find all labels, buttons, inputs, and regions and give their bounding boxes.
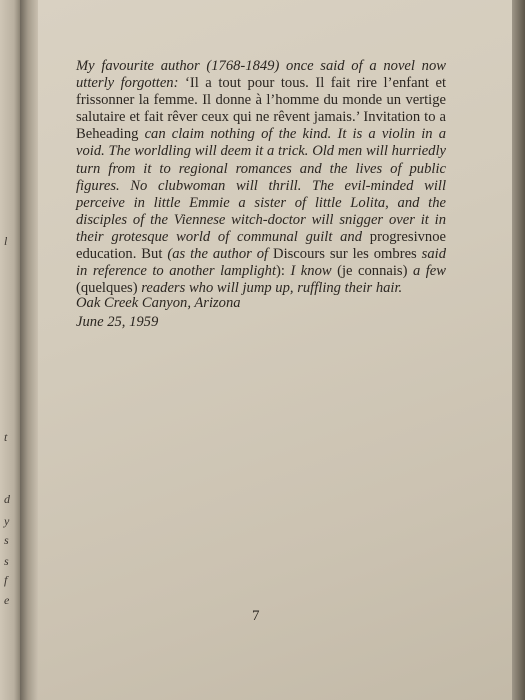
text-span: My favourite author ( xyxy=(76,58,212,74)
signoff xyxy=(76,294,241,331)
text-span: ): xyxy=(276,263,291,280)
text-span: ‘Il a tout pour tous. Il fait rire l’enfant et frissonner la femme. Il donne à l’homme du monde un vertige salutaire et fait rêver ceux qui ne rêvent jamais.’ Invitation to a Beheading xyxy=(76,75,447,143)
text-span: I know xyxy=(290,263,338,280)
text-span: progresivnoe education. But xyxy=(76,228,446,263)
text-span: readers who will jump up, ruffling their hair. xyxy=(141,280,403,297)
foreword-paragraph xyxy=(76,58,446,297)
facing-page-fragment: s xyxy=(4,554,9,568)
page-number: 7 xyxy=(252,608,260,624)
facing-page-fragment: d xyxy=(4,492,10,506)
text-span: said in reference to another lamplight xyxy=(76,246,446,280)
text-span: can claim nothing of the kind. It is a violin in a void. The worldling will deem it a trick. Old men will hurriedly turn from it to regional romances and the lives of public figures. No clubwoman will thrill. The evil-minded will perceive in little Emmie a sister of little Lolita, and the disciples of the Viennese witch-doctor will snigger over it in their grotesque world of communal guilt and xyxy=(76,126,446,245)
signoff-date: June 25, 1959 xyxy=(76,313,159,330)
text-span: (je connais) xyxy=(337,263,413,280)
signoff-place: Oak Creek Canyon, Arizona xyxy=(76,295,241,311)
text-span: a few xyxy=(412,263,446,280)
text-span: (as the author of xyxy=(167,246,274,263)
facing-page-fragment: s xyxy=(4,533,9,547)
facing-page-fragment: e xyxy=(4,593,10,607)
text-span: 1768-1849 xyxy=(211,58,275,74)
facing-page-edge xyxy=(0,0,20,700)
page-edge-shadow xyxy=(512,0,525,700)
facing-page-fragment: y xyxy=(4,514,10,528)
book-gutter xyxy=(20,0,38,700)
facing-page-fragment: t xyxy=(4,430,8,444)
facing-page-fragment: l xyxy=(4,234,8,248)
facing-page-fragment: f xyxy=(4,573,8,587)
text-span: ) once said of a novel now utterly forgotten: xyxy=(76,58,446,92)
text-span: Discours sur les ombres xyxy=(273,246,422,263)
text-span: (quelques) xyxy=(76,280,142,297)
